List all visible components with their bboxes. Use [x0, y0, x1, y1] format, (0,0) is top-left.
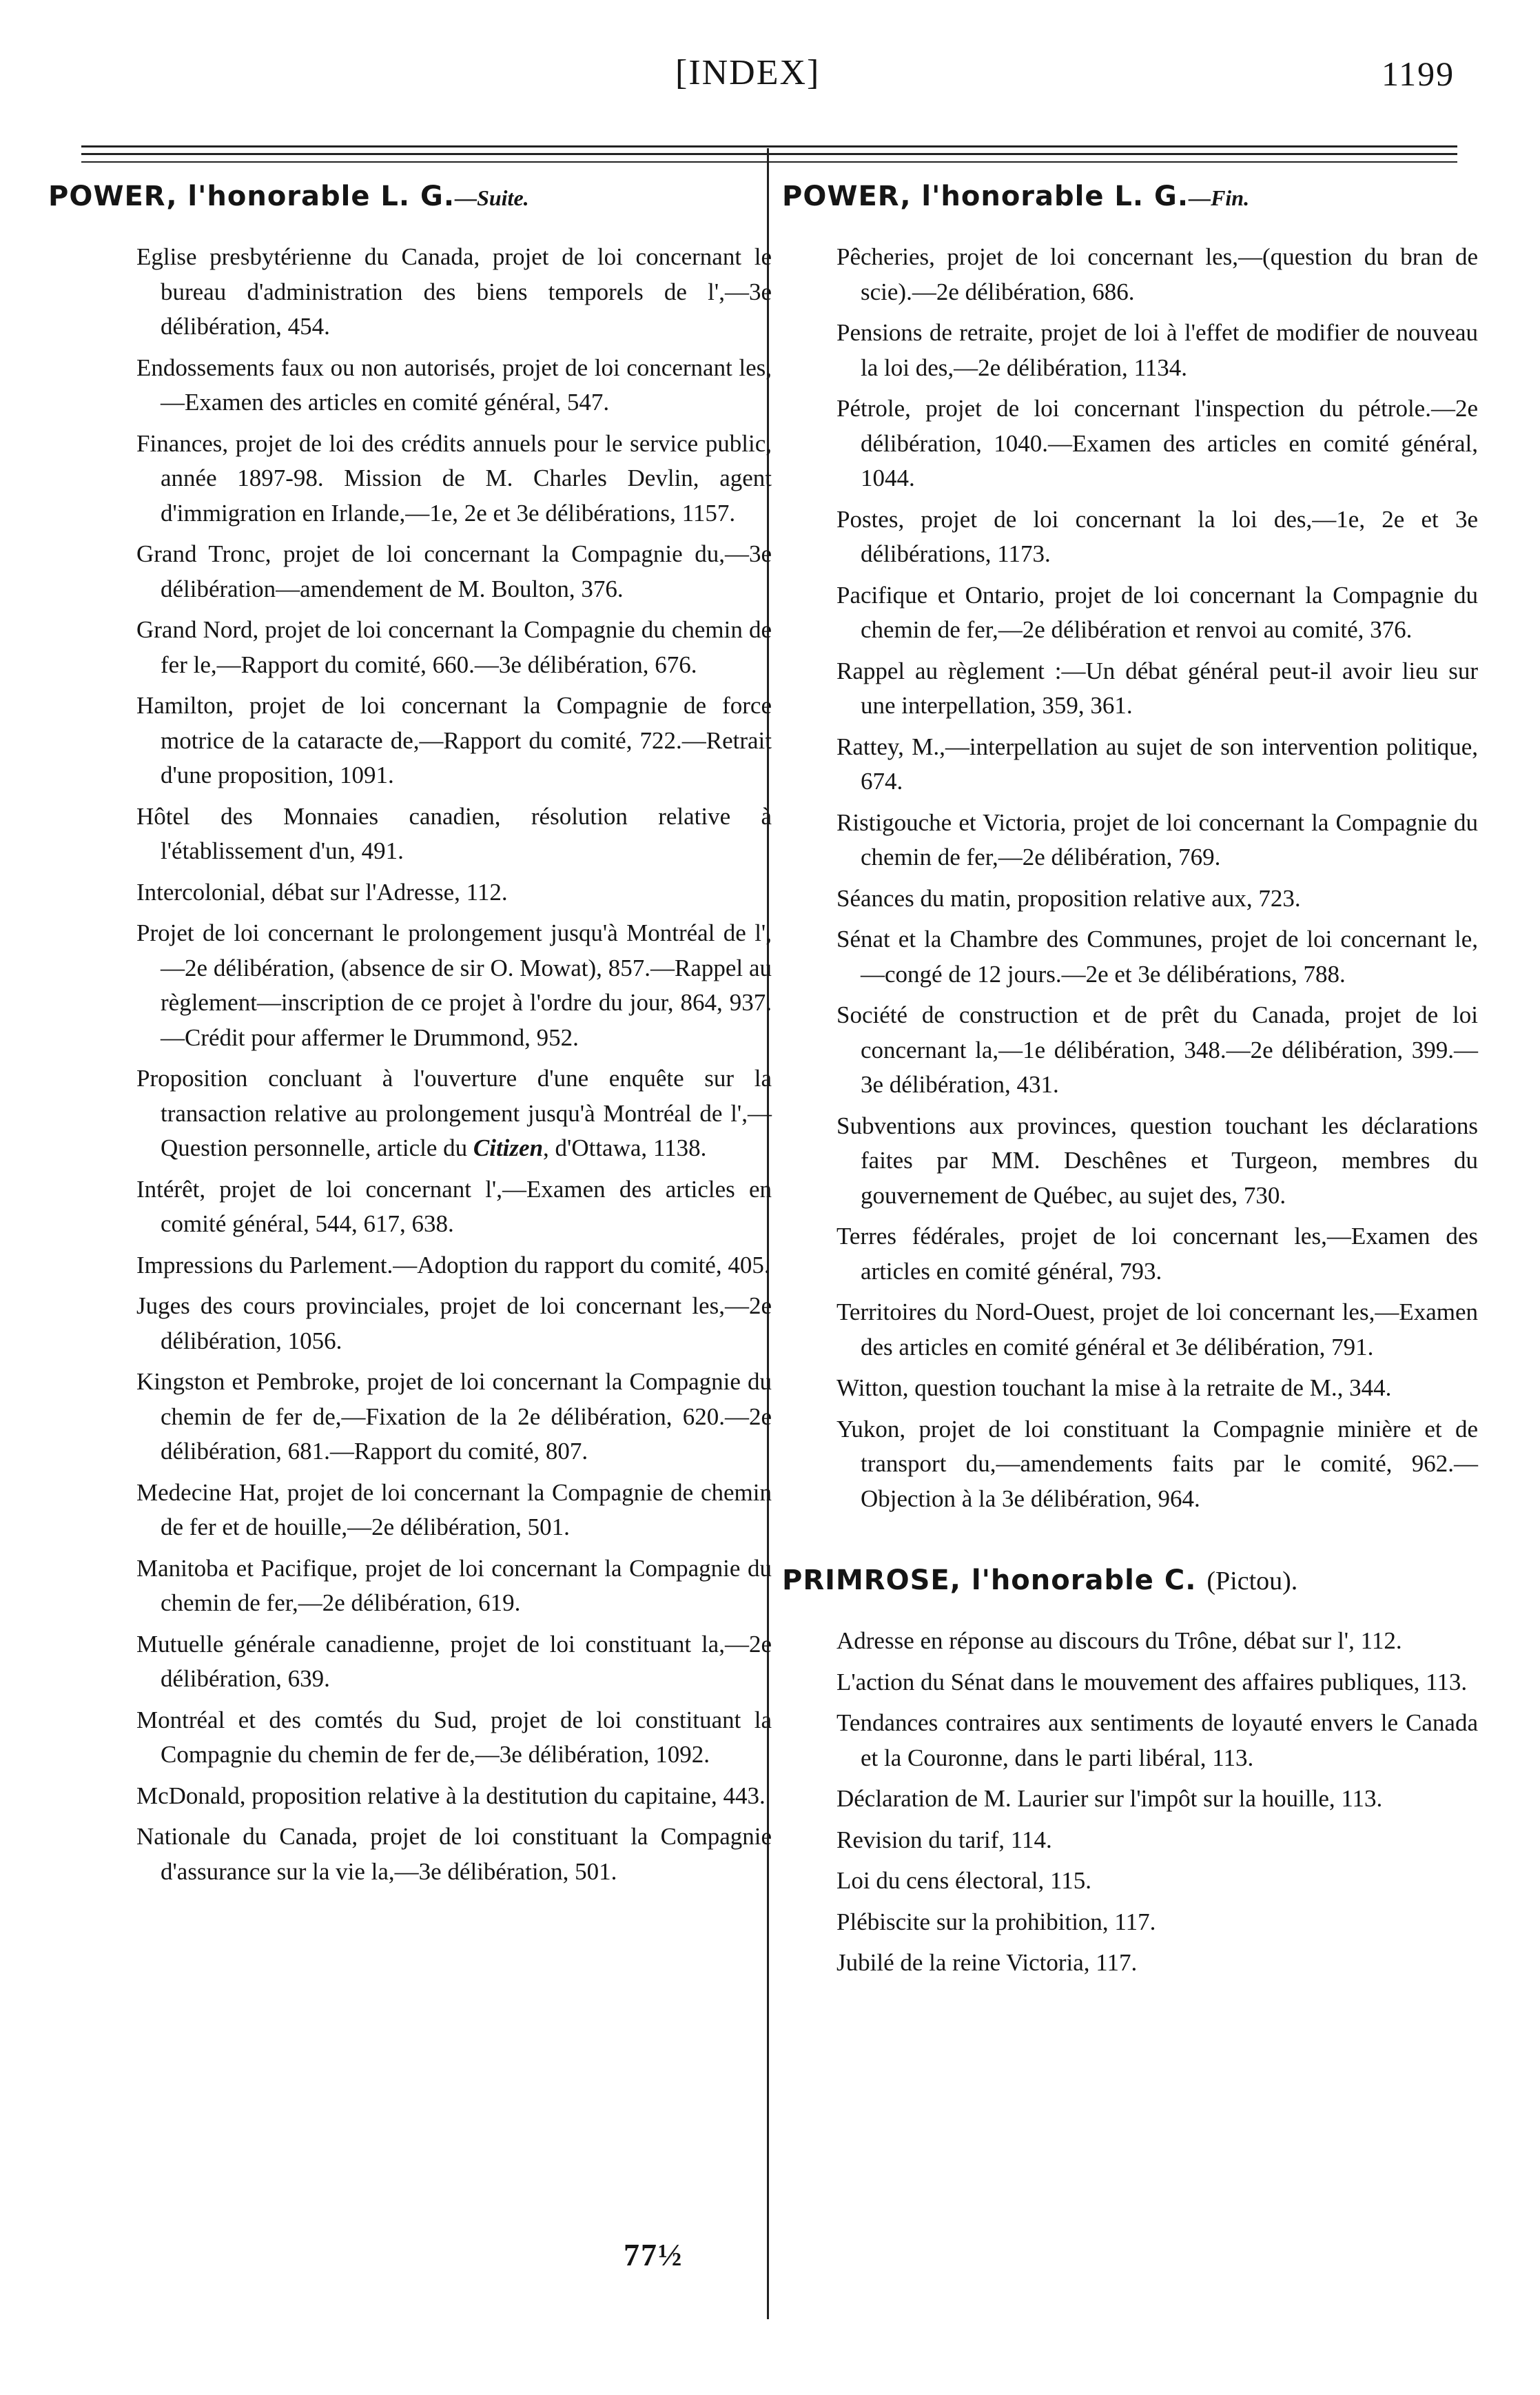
index-entries [136, 240, 772, 1889]
index-entry: Subventions aux provinces, question touchant les déclarations faites par MM. Deschênes et Turgeon, membres du gouvernement de Québec, au sujet des, 730. [836, 1112, 1478, 1209]
left-column [48, 181, 772, 1895]
index-entry: Plébiscite sur la prohibition, 117. [836, 1908, 1156, 1935]
index-entry: Société de construction et de prêt du Canada, projet de loi concernant la,—1e délibération, 348.—2e délibération, 399.—3e délibération, 431. [836, 1001, 1478, 1098]
index-entry: Pétrole, projet de loi concernant l'inspection du pétrole.—2e délibération, 1040.—Examen des articles en comité général, 1044. [836, 395, 1478, 491]
index-entry: Pensions de retraite, projet de loi à l'effet de modifier de nouveau la loi des,—2e délibération, 1134. [836, 319, 1478, 381]
index-entry: Montréal et des comtés du Sud, projet de loi constituant la Compagnie du chemin de fer de,—3e délibération, 1092. [136, 1706, 772, 1768]
index-entry: Déclaration de M. Laurier sur l'impôt sur la houille, 113. [836, 1785, 1383, 1812]
heading-riding: (Pictou). [1207, 1567, 1298, 1596]
index-entry: Postes, projet de loi concernant la loi des,—1e, 2e et 3e délibérations, 1173. [836, 505, 1478, 567]
heading-suffix: —Suite. [455, 185, 529, 210]
index-entry: McDonald, proposition relative à la destitution du capitaine, 443. [136, 1782, 766, 1809]
index-entry: Pêcheries, projet de loi concernant les,—(question du bran de scie).—2e délibération, 686. [836, 243, 1478, 305]
index-entry: Nationale du Canada, projet de loi constituant la Compagnie d'assurance sur la vie la,—3e délibération, 501. [136, 1823, 772, 1885]
index-entry: Loi du cens électoral, 115. [836, 1867, 1091, 1894]
heading-suffix: —Fin. [1189, 185, 1250, 210]
index-entry: Tendances contraires aux sentiments de loyauté envers le Canada et la Couronne, dans le parti libéral, 113. [836, 1709, 1478, 1771]
header-rule [81, 161, 1457, 163]
index-entry: Hôtel des Monnaies canadien, résolution relative à l'établissement d'un, 491. [136, 802, 772, 864]
index-entry: Adresse en réponse au discours du Trône, débat sur l', 112. [836, 1627, 1402, 1654]
index-entry: Eglise presbytérienne du Canada, projet de loi concernant le bureau d'administration des biens temporels de l',—3e délibération, 454. [136, 243, 772, 340]
index-entry: Proposition concluant à l'ouverture d'une enquête sur la transaction relative au prolongement jusqu'à Montréal de l',—Question personnelle, article du Citizen, d'Ottawa, 1138. [136, 1065, 772, 1161]
index-entry: Rattey, M.,—interpellation au sujet de son intervention politique, 674. [836, 733, 1478, 795]
index-entry: Ristigouche et Victoria, projet de loi concernant la Compagnie du chemin de fer,—2e délibération, 769. [836, 808, 1478, 870]
page-header [0, 39, 1540, 108]
index-entry: Witton, question touchant la mise à la retraite de M., 344. [836, 1374, 1392, 1401]
index-entry: Projet de loi concernant le prolongement jusqu'à Montréal de l',—2e délibération, (absence de sir O. Mowat), 857.—Rappel au règlement—inscription de ce projet à l'ordre du jour, 864, 937.—Crédit pour affermer le Drummond, 952. [136, 919, 772, 1051]
page-number: 1199 [1382, 54, 1455, 93]
index-entries [836, 1624, 1478, 1981]
index-entry: Medecine Hat, projet de loi concernant la Compagnie de chemin de fer et de houille,—2e délibération, 501. [136, 1478, 772, 1540]
index-entry: Intercolonial, débat sur l'Adresse, 112. [136, 878, 508, 906]
heading-name: POWER [782, 181, 901, 212]
running-head: [INDEX] [675, 53, 821, 92]
right-column [782, 181, 1478, 1987]
index-entry: Grand Tronc, projet de loi concernant la Compagnie du,—3e délibération—amendement de M. Boulton, 376. [136, 540, 772, 602]
index-entry: Yukon, projet de loi constituant la Compagnie minière et de transport du,—amendements faits par le comité, 962.—Objection à la 3e délibération, 964. [836, 1415, 1478, 1512]
index-entry: L'action du Sénat dans le mouvement des affaires publiques, 113. [836, 1668, 1468, 1695]
header-rule [81, 153, 1457, 155]
heading-honorific: , l'honorable L. G. [166, 181, 455, 212]
header-rule [81, 145, 1457, 147]
index-entry: Pacifique et Ontario, projet de loi concernant la Compagnie du chemin de fer,—2e délibération et renvoi au comité, 376. [836, 581, 1478, 643]
index-entry: Endossements faux ou non autorisés, projet de loi concernant les,—Examen des articles en comité général, 547. [136, 354, 772, 416]
index-entry: Terres fédérales, projet de loi concernant les,—Examen des articles en comité général, 793. [836, 1223, 1478, 1285]
index-entry: Intérêt, projet de loi concernant l',—Examen des articles en comité général, 544, 617, 638. [136, 1175, 772, 1237]
index-entry: Revision du tarif, 114. [836, 1826, 1052, 1853]
heading-honorific: , l'honorable L. G. [900, 181, 1189, 212]
index-entry: Sénat et la Chambre des Communes, projet de loi concernant le,—congé de 12 jours.—2e et 3e délibérations, 788. [836, 926, 1478, 988]
index-entry: Impressions du Parlement.—Adoption du rapport du comité, 405. [136, 1251, 770, 1278]
section-heading-power [782, 181, 1478, 212]
index-entry: Séances du matin, proposition relative aux, 723. [836, 884, 1301, 912]
index-entry: Rappel au règlement :—Un débat général peut-il avoir lieu sur une interpellation, 359, 361. [836, 657, 1478, 719]
section-heading-power [48, 181, 772, 212]
index-entry: Manitoba et Pacifique, projet de loi concernant la Compagnie du chemin de fer,—2e délibération, 619. [136, 1554, 772, 1616]
heading-honorific: , l'honorable C. [949, 1565, 1197, 1596]
index-entry: Kingston et Pembroke, projet de loi concernant la Compagnie du chemin de fer de,—Fixation de la 2e délibération, 620.—2e délibération, 681.—Rapport du comité, 807. [136, 1368, 772, 1465]
heading-name: POWER [48, 181, 167, 212]
index-entry: Territoires du Nord-Ouest, projet de loi concernant les,—Examen des articles en comité général et 3e délibération, 791. [836, 1298, 1478, 1360]
index-entry: Hamilton, projet de loi concernant la Compagnie de force motrice de la cataracte de,—Rapport du comité, 722.—Retrait d'une proposition, 1091. [136, 692, 772, 788]
index-entry: Finances, projet de loi des crédits annuels pour le service public, année 1897-98. Mission de M. Charles Devlin, agent d'immigration en Irlande,—1e, 2e et 3e délibérations, 1157. [136, 429, 772, 527]
index-entry: Juges des cours provinciales, projet de loi concernant les,—2e délibération, 1056. [136, 1292, 772, 1354]
index-entry: Mutuelle générale canadienne, projet de loi constituant la,—2e délibération, 639. [136, 1630, 772, 1692]
index-entries [836, 240, 1478, 1516]
printer-signature: 77½ [624, 2237, 684, 2272]
index-entry: Grand Nord, projet de loi concernant la Compagnie du chemin de fer le,—Rapport du comité, 660.—3e délibération, 676. [136, 616, 772, 678]
section-heading-primrose [782, 1565, 1478, 1596]
index-entry: Jubilé de la reine Victoria, 117. [836, 1949, 1138, 1976]
heading-name: PRIMROSE [782, 1565, 950, 1596]
